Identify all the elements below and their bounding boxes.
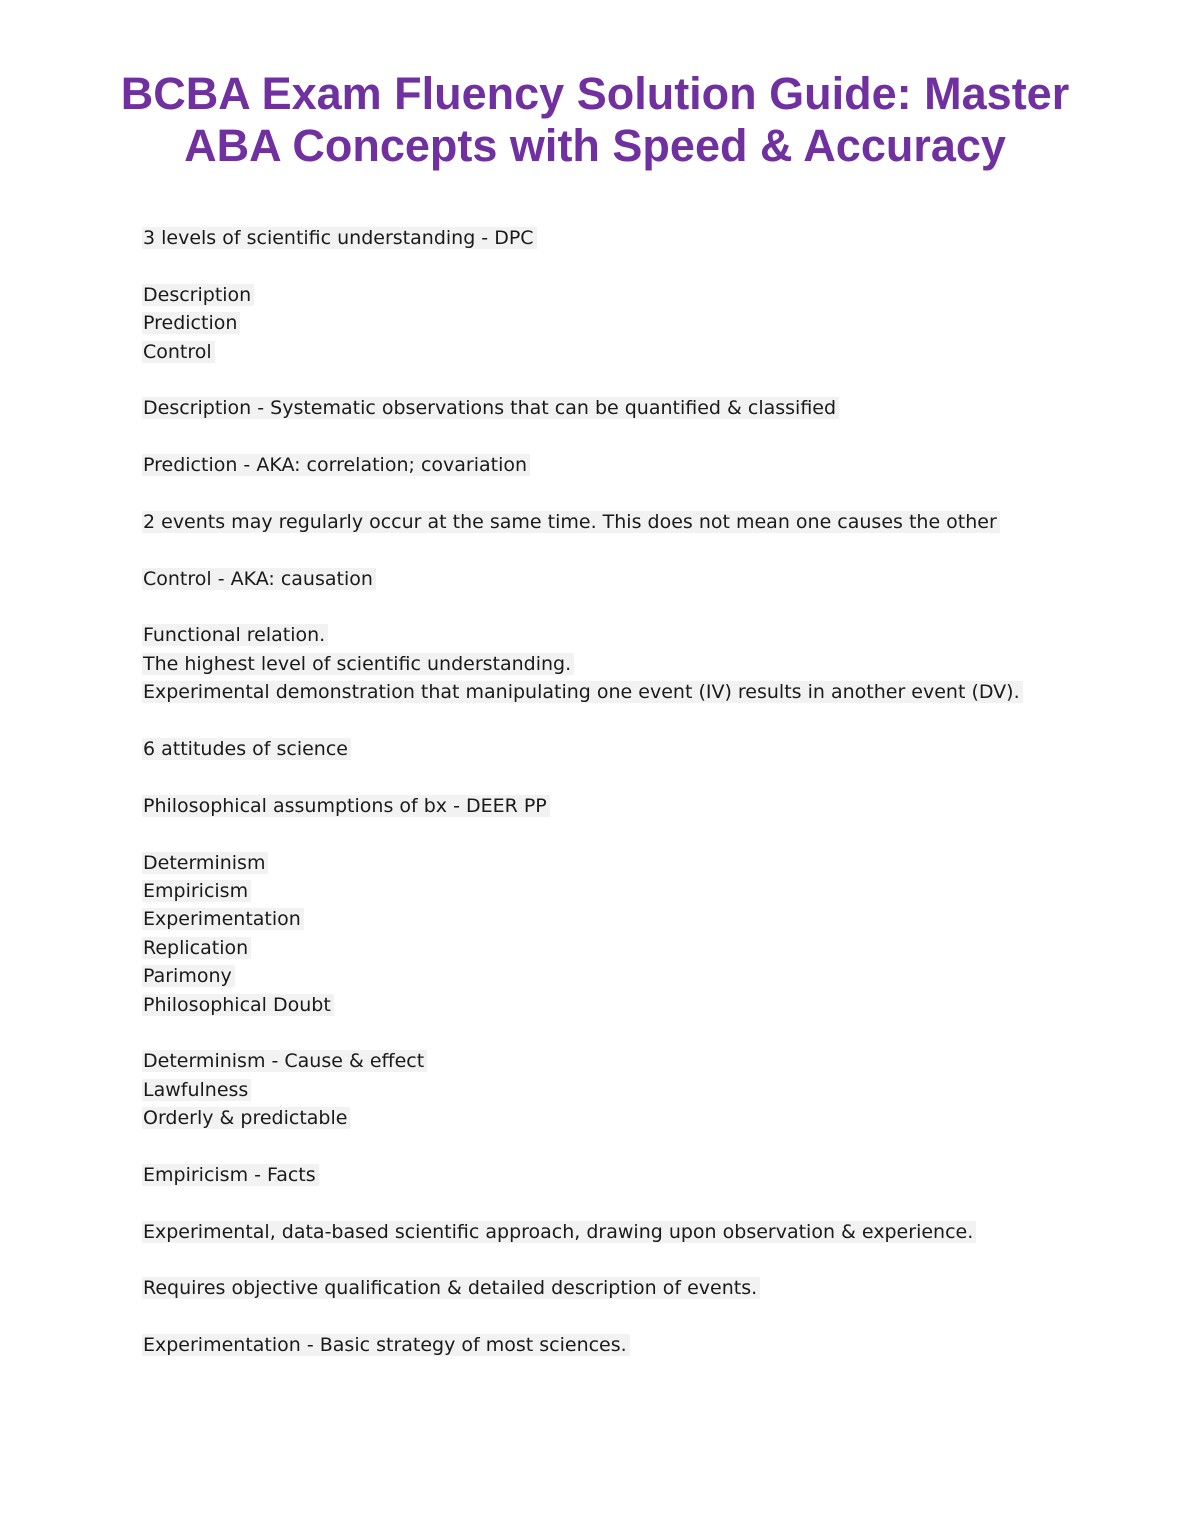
text-line-content: Experimental, data-based scientific approach, drawing upon observation & experience. (142, 1221, 976, 1243)
title-line-1: BCBA Exam Fluency Solution Guide: Master (120, 68, 1070, 119)
paragraph (142, 1331, 1042, 1359)
text-line (142, 962, 1042, 990)
paragraph (142, 224, 1042, 252)
text-line-content: Parimony (142, 965, 235, 987)
text-line-content: Philosophical Doubt (142, 994, 334, 1016)
text-line (142, 905, 1042, 933)
paragraph (142, 565, 1042, 593)
text-line (142, 1047, 1042, 1075)
paragraph (142, 1047, 1042, 1132)
text-line-content: Experimentation - Basic strategy of most sciences. (142, 1334, 630, 1356)
paragraph (142, 451, 1042, 479)
text-line (142, 565, 1042, 593)
text-line (142, 281, 1042, 309)
title-line-2: ABA Concepts with Speed & Accuracy (184, 120, 1006, 171)
paragraph (142, 1218, 1042, 1246)
text-line-content: Description (142, 284, 254, 306)
paragraph (142, 508, 1042, 536)
text-line (142, 1218, 1042, 1246)
text-line-content: Requires objective qualification & detailed description of events. (142, 1277, 760, 1299)
text-line (142, 621, 1042, 649)
text-line-content: Determinism (142, 852, 268, 874)
text-line (142, 394, 1042, 422)
text-line-content: Control - AKA: causation (142, 568, 376, 590)
text-line (142, 309, 1042, 337)
paragraph (142, 1161, 1042, 1189)
text-line-content: Determinism - Cause & effect (142, 1050, 427, 1072)
paragraph (142, 849, 1042, 1019)
text-line-content: 6 attitudes of science (142, 738, 351, 760)
paragraph (142, 735, 1042, 763)
text-line (142, 991, 1042, 1019)
text-line-content: Lawfulness (142, 1079, 251, 1101)
paragraph (142, 621, 1042, 706)
text-line (142, 1274, 1042, 1302)
text-line-content: The highest level of scientific understanding. (142, 653, 574, 675)
text-line (142, 877, 1042, 905)
page-title (60, 68, 1130, 172)
text-line (142, 451, 1042, 479)
text-line-content: Prediction - AKA: correlation; covariation (142, 454, 530, 476)
text-line (142, 508, 1042, 536)
text-line (142, 1104, 1042, 1132)
text-line-content: Functional relation. (142, 624, 328, 646)
text-line (142, 1076, 1042, 1104)
text-line-content: Empiricism (142, 880, 251, 902)
text-line-content: 2 events may regularly occur at the same time. This does not mean one causes the other (142, 511, 1000, 533)
text-line-content: Prediction (142, 312, 240, 334)
text-line-content: 3 levels of scientific understanding - DPC (142, 227, 537, 249)
text-line-content: Empiricism - Facts (142, 1164, 319, 1186)
paragraph (142, 792, 1042, 820)
text-line (142, 934, 1042, 962)
text-line-content: Experimentation (142, 908, 304, 930)
paragraph (142, 281, 1042, 366)
text-line-content: Control (142, 341, 215, 363)
text-line-content: Orderly & predictable (142, 1107, 350, 1129)
text-line (142, 338, 1042, 366)
text-line-content: Replication (142, 937, 251, 959)
text-line (142, 1161, 1042, 1189)
text-line (142, 1331, 1042, 1359)
text-line-content: Description - Systematic observations that can be quantified & classified (142, 397, 839, 419)
text-line-content: Experimental demonstration that manipulating one event (IV) results in another event (DV). (142, 681, 1023, 703)
document-body (142, 224, 1042, 1388)
paragraph (142, 1274, 1042, 1302)
text-line (142, 650, 1042, 678)
text-line (142, 224, 1042, 252)
paragraph (142, 394, 1042, 422)
text-line (142, 735, 1042, 763)
text-line-content: Philosophical assumptions of bx - DEER PP (142, 795, 550, 817)
text-line (142, 792, 1042, 820)
text-line (142, 678, 1042, 706)
text-line (142, 849, 1042, 877)
